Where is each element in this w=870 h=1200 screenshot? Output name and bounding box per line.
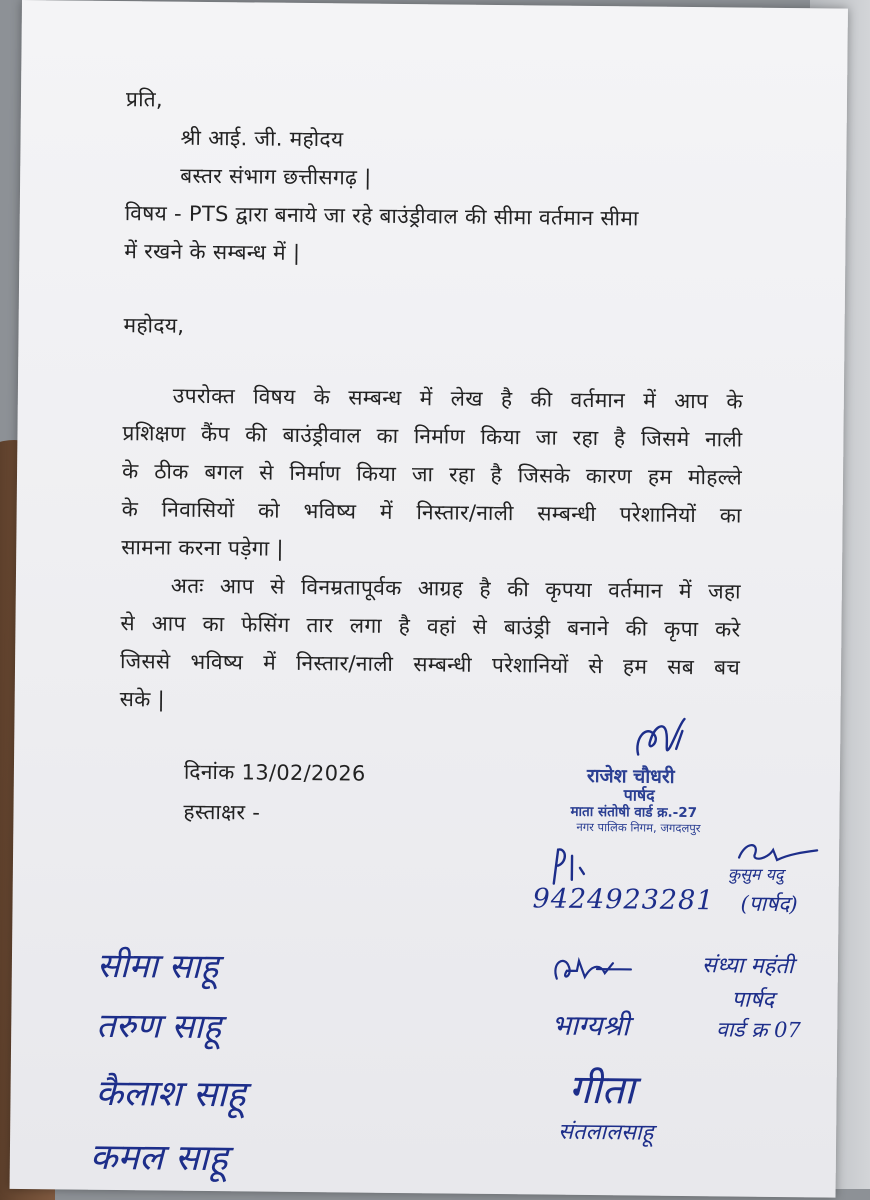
recipient-line-1: श्री आई. जी. महोदय <box>180 125 344 152</box>
councillor2-ward: वार्ड क्र 07 <box>716 1017 801 1043</box>
para1-line: के ठीक बगल से निर्माण किया जा रहा है जिसके कारण हम मोहल्ले <box>121 459 743 490</box>
para2-line: जिससे भविष्य में निस्तार/नाली सम्बन्धी परेशानियों से हम सब बच <box>119 649 741 680</box>
stamp-title: पार्षद <box>623 785 655 805</box>
signature-name: तरुण साहू <box>96 1005 222 1048</box>
date-line: दिनांक 13/02/2026 <box>183 759 366 786</box>
signature-bhagyashree: भाग्यश्री <box>551 1008 630 1043</box>
salutation: महोदय, <box>123 313 185 338</box>
stamp-corporation: नगर पालिक निगम, जगदलपुर <box>576 819 701 836</box>
councillor2-title: पार्षद <box>731 987 775 1013</box>
councillor1-name: कुसुम यदु <box>727 864 784 885</box>
phone-number: 9424923281 <box>532 883 715 917</box>
stamp-name: राजेश चौधरी <box>586 764 675 788</box>
to-label: प्रति, <box>125 87 164 112</box>
councillor2-name: संध्या महंती <box>701 953 794 980</box>
councillor1-title: (पार्षद) <box>740 891 798 917</box>
signature-santlal: संतलालसाहू <box>558 1119 654 1146</box>
para1-line: सामना करना पड़ेगा | <box>121 535 284 561</box>
recipient-line-2: बस्तर संभाग छत्तीसगढ़ | <box>180 163 372 190</box>
para1-line: उपरोक्त विषय के सम्बन्ध में लेख है की वर्तमान में आप के <box>172 383 743 414</box>
signature-name: कैलाश साहू <box>95 1072 246 1116</box>
letter-page <box>10 0 848 1198</box>
signature-geeta: गीता <box>568 1066 635 1114</box>
councillor-signature <box>624 712 705 767</box>
para2-line: से आप का फेसिंग तार लगा है वहां से बाउंड्री बनाने की कृपा करे <box>120 611 741 642</box>
para2-line: अतः आप से विनम्रतापूर्वक आग्रह है की कृपया वर्तमान में जहा <box>170 573 741 604</box>
para1-line: प्रशिक्षण कैंप की बाउंड्रीवाल का निर्माण किया जा रहा है जिसमे नाली <box>122 421 743 452</box>
subject-line-1: विषय - PTS द्वारा बनाये जा रहे बाउंड्रीवाल की सीमा वर्तमान सीमा <box>124 201 639 231</box>
signature-name: कमल साहू <box>89 1136 228 1180</box>
stamp-ward: माता संतोषी वार्ड क्र.-27 <box>570 803 698 822</box>
signature-label: हस्ताक्षर - <box>183 799 261 825</box>
para1-line: के निवासियों को भविष्य में निस्तार/नाली सम्बन्धी परेशानियों का <box>121 497 742 528</box>
para2-line: सके | <box>119 687 166 712</box>
middle-signature-scribble <box>547 951 637 988</box>
subject-line-2: में रखने के सम्बन्ध में | <box>124 239 301 265</box>
signature-name: सीमा साहू <box>96 945 219 988</box>
